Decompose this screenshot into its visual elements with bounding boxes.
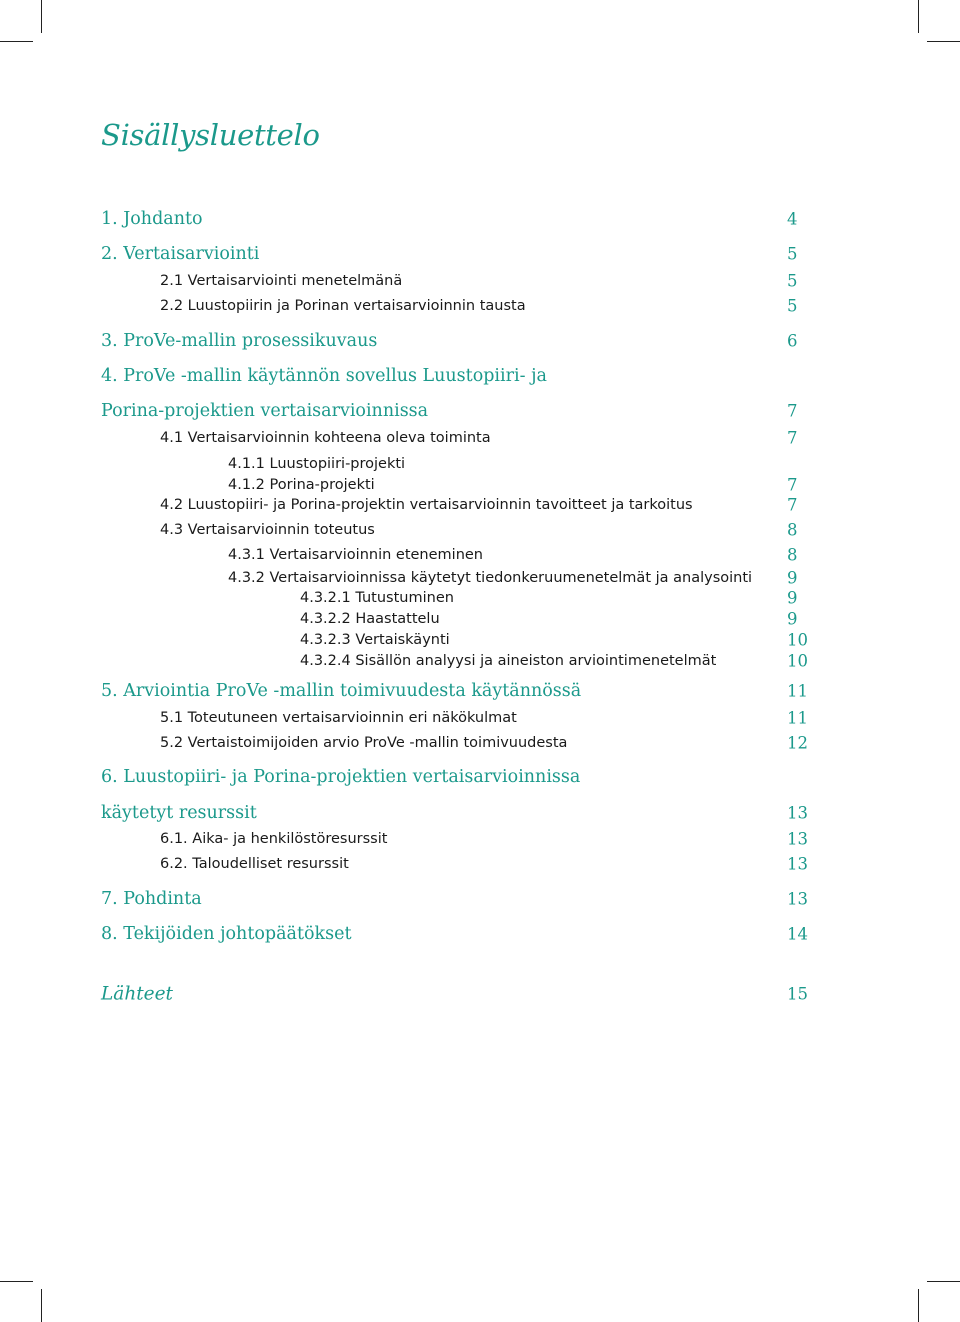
toc-entry-page-number: 11 <box>787 708 808 728</box>
toc-entry-title: 3. ProVe-mallin prosessikuvaus <box>101 331 378 351</box>
page-title: Sisällysluettelo <box>101 118 320 152</box>
toc-entry-page-number: 6 <box>787 331 798 351</box>
toc-entry-title: 5.2 Vertaistoimijoiden arvio ProVe -mallin toimivuudesta <box>160 735 568 751</box>
toc-entry-page-number: 13 <box>787 889 808 909</box>
toc-entry-page-number: 7 <box>787 428 798 448</box>
toc-entry-title: 4.3.2.4 Sisällön analyysi ja aineiston arviointimenetelmät <box>300 653 717 669</box>
crop-mark <box>41 1289 42 1322</box>
toc-entry-page-number: 13 <box>787 854 808 874</box>
toc-entry-page-number: 4 <box>787 209 798 229</box>
toc-entry-title: 4.3.2 Vertaisarvioinnissa käytetyt tiedonkeruumenetelmät ja analysointi <box>228 570 753 586</box>
toc-entry-title: 4.3.2.3 Vertaiskäynti <box>300 632 450 648</box>
toc-entry-title: 4.2 Luustopiiri- ja Porina-projektin vertaisarvioinnin tavoitteet ja tarkoitus <box>160 497 693 513</box>
toc-entry-title: 2.2 Luustopiirin ja Porinan vertaisarvioinnin tausta <box>160 298 526 314</box>
toc-entry-title: 5. Arviointia ProVe -mallin toimivuudesta käytännössä <box>101 681 582 701</box>
toc-entry-page-number: 10 <box>787 630 808 650</box>
toc-entry-title: Porina-projektien vertaisarvioinnissa <box>101 401 429 421</box>
toc-entry-title: 4.3 Vertaisarvioinnin toteutus <box>160 522 375 538</box>
crop-mark <box>918 0 919 33</box>
toc-entry-page-number: 5 <box>787 244 798 264</box>
toc-entry-title: käytetyt resurssit <box>101 803 257 823</box>
toc-entry-title: 4.3.2.1 Tutustuminen <box>300 590 454 606</box>
toc-entry-page-number: 15 <box>787 984 808 1004</box>
toc-entry-title: 7. Pohdinta <box>101 889 202 909</box>
toc-entry-title: 4.1.2 Porina-projekti <box>228 477 375 493</box>
toc-entry-page-number: 8 <box>787 520 798 540</box>
crop-mark <box>41 0 42 33</box>
toc-entry-title: 6.1. Aika- ja henkilöstöresurssit <box>160 831 388 847</box>
toc-entry-title: 1. Johdanto <box>101 209 203 229</box>
toc-entry-page-number: 7 <box>787 401 798 421</box>
toc-entry-title: 4.1 Vertaisarvioinnin kohteena oleva toiminta <box>160 430 491 446</box>
toc-entry-title: Lähteet <box>101 983 173 1005</box>
crop-mark <box>927 41 960 42</box>
toc-entry-page-number: 11 <box>787 681 808 701</box>
toc-entry-title: 8. Tekijöiden johtopäätökset <box>101 924 352 944</box>
toc-entry-page-number: 13 <box>787 829 808 849</box>
toc-entry-title: 5.1 Toteutuneen vertaisarvioinnin eri näkökulmat <box>160 710 517 726</box>
toc-entry-page-number: 12 <box>787 733 808 753</box>
toc-entry-page-number: 8 <box>787 545 798 565</box>
toc-entry-title: 6. Luustopiiri- ja Porina-projektien vertaisarvioinnissa <box>101 767 581 787</box>
crop-mark <box>0 41 33 42</box>
toc-entry-page-number: 14 <box>787 924 808 944</box>
toc-entry-title: 4.3.1 Vertaisarvioinnin eteneminen <box>228 547 483 563</box>
toc-entry-title: 4.1.1 Luustopiiri-projekti <box>228 456 406 472</box>
toc-entry-title: 4.3.2.2 Haastattelu <box>300 611 440 627</box>
toc-entry-page-number: 10 <box>787 651 808 671</box>
toc-entry-page-number: 13 <box>787 803 808 823</box>
crop-mark <box>0 1281 33 1282</box>
toc-entry-title: 6.2. Taloudelliset resurssit <box>160 856 349 872</box>
toc-entry-title: 2.1 Vertaisarviointi menetelmänä <box>160 273 403 289</box>
toc-entry-page-number: 9 <box>787 568 798 588</box>
toc-entry-title: 2. Vertaisarviointi <box>101 244 260 264</box>
crop-mark <box>927 1281 960 1282</box>
toc-entry-page-number: 9 <box>787 588 798 608</box>
toc-entry-page-number: 5 <box>787 271 798 291</box>
toc-entry-page-number: 5 <box>787 296 798 316</box>
toc-entry-title: 4. ProVe -mallin käytännön sovellus Luustopiiri- ja <box>101 366 547 386</box>
toc-entry-page-number: 9 <box>787 609 798 629</box>
toc-entry-page-number: 7 <box>787 475 798 495</box>
toc-entry-page-number: 7 <box>787 495 798 515</box>
crop-mark <box>918 1289 919 1322</box>
